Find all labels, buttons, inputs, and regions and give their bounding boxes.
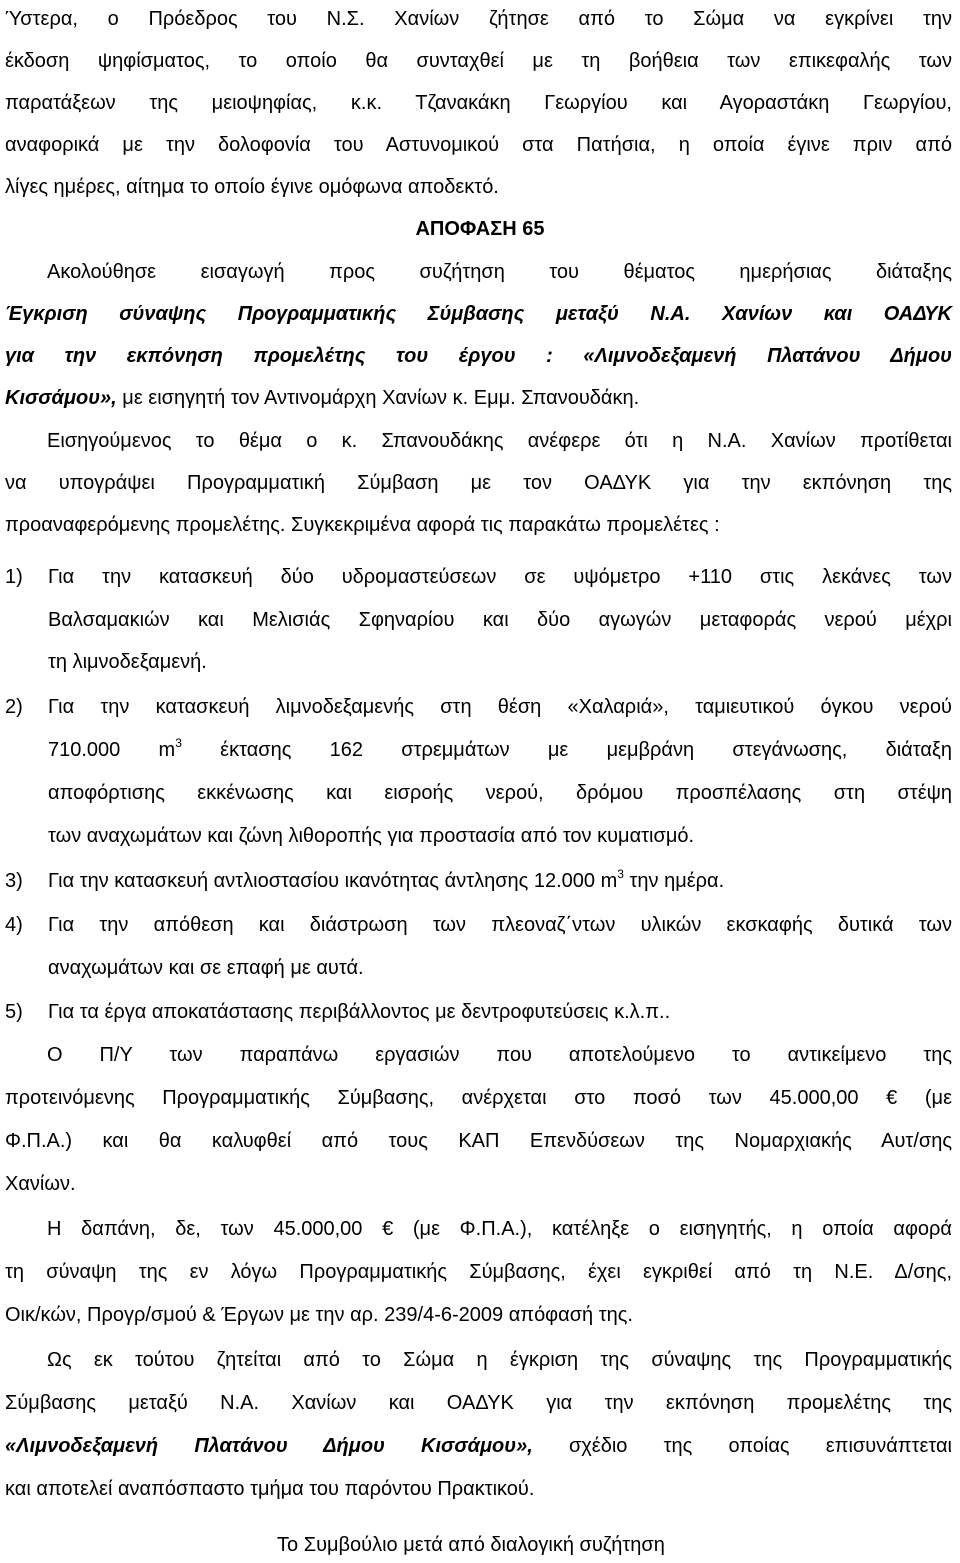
- list-number: 1): [5, 566, 23, 588]
- paragraph-text: Ως εκ τούτου ζητείται από το Σώμα η έγκριση της σύναψης της Προγραμματικής: [47, 1349, 952, 1371]
- list-item-text: Για τα έργα αποκατάστασης περιβάλλοντος με δεντροφυτεύσεις κ.λ.π..: [48, 1001, 671, 1023]
- list-item-text: [48, 735, 952, 765]
- subject-title: για την εκπόνηση προμελέτης του έργου : «Λιμνοδεξαμενή Πλατάνου Δήμου: [5, 345, 952, 367]
- paragraph-text: Η δαπάνη, δε, των 45.000,00 € (με Φ.Π.Α.), κατέληξε ο εισηγητής, η οποία αφορά: [47, 1218, 952, 1240]
- list-item-text: Για την κατασκευή αντλιοστασίου ικανότητας άντλησης 12.000 m: [48, 870, 618, 892]
- list-item-text: [48, 866, 952, 896]
- list-number: 3): [5, 870, 23, 892]
- list-item-text: αποφόρτισης εκκένωσης και εισροής νερού, δρόμου προσπέλασης στη στέψη: [48, 782, 952, 804]
- paragraph-text: και αποτελεί αναπόσπαστο τμήμα του παρόντου Πρακτικού.: [5, 1478, 535, 1500]
- closing-line: Το Συμβούλιο μετά από διαλογική συζήτηση: [277, 1534, 665, 1556]
- volume-value: 710.000 m: [48, 739, 176, 761]
- subject-title-end: Κισσάμου»,: [5, 387, 117, 409]
- list-item-text: Για την κατασκευή δύο υδρομαστεύσεων σε υψόμετρο +110 στις λεκάνες των: [48, 566, 952, 588]
- paragraph-text: Ύστερα, ο Πρόεδρος του Ν.Σ. Χανίων ζήτησε από το Σώμα να εγκρίνει την: [5, 8, 952, 30]
- paragraph-text: με εισηγητή τον Αντινομάρχη Χανίων κ. Εμμ. Σπανουδάκη.: [116, 387, 640, 409]
- paragraph-text: προαναφερόμενης προμελέτης. Συγκεκριμένα αφορά τις παρακάτω προμελέτες :: [5, 514, 720, 536]
- list-item-text: αναχωμάτων και σε επαφή με αυτά.: [48, 957, 364, 979]
- subject-title: Έγκριση σύναψης Προγραμματικής Σύμβασης μεταξύ Ν.Α. Χανίων και ΟΑΔΥΚ: [5, 303, 952, 325]
- list-item-text: τη λιμνοδεξαμενή.: [48, 651, 207, 673]
- paragraph-text: παρατάξεων της μειοψηφίας, κ.κ. Τζανακάκη Γεωργίου και Αγοραστάκη Γεωργίου,: [5, 92, 952, 114]
- paragraph-text: Χανίων.: [5, 1173, 76, 1195]
- superscript: 3: [175, 736, 182, 750]
- paragraph-text: Ο Π/Υ των παραπάνω εργασιών που αποτελούμενο το αντικείμενο της: [47, 1044, 952, 1066]
- superscript: 3: [617, 867, 624, 881]
- list-item-text: των αναχωμάτων και ζώνη λιθοροπής για προστασία από τον κυματισμό.: [48, 825, 695, 847]
- paragraph-text: τη σύναψη της εν λόγω Προγραμματικής Σύμβασης, έχει εγκριθεί από τη Ν.Ε. Δ/σης,: [5, 1261, 952, 1283]
- paragraph-text: [5, 1431, 952, 1461]
- paragraph-text: Οικ/κών, Προγρ/σμού & Έργων με την αρ. 239/4-6-2009 απόφασή της.: [5, 1304, 633, 1326]
- paragraph-text: Φ.Π.Α.) και θα καλυφθεί από τους ΚΑΠ Επενδύσεων της Νομαρχιακής Αυτ/σης: [5, 1130, 952, 1152]
- paragraph-text: λίγες ημέρες, αίτημα το οποίο έγινε ομόφωνα αποδεκτό.: [5, 176, 499, 198]
- paragraph-text: Σύμβασης μεταξύ Ν.Α. Χανίων και ΟΑΔΥΚ για την εκπόνηση προμελέτης της: [5, 1392, 952, 1414]
- list-item-text: Για την απόθεση και διάστρωση των πλεοναζ΄ντων υλικών εκσκαφής δυτικά των: [48, 914, 952, 936]
- decision-title: ΑΠΟΦΑΣΗ 65: [415, 218, 545, 240]
- paragraph-text: έκδοση ψηφίσματος, το οποίο θα συνταχθεί με τη βοήθεια των επικεφαλής των: [5, 50, 952, 72]
- paragraph-text: Εισηγούμενος το θέμα ο κ. Σπανουδάκης ανέφερε ότι η Ν.Α. Χανίων προτίθεται: [47, 430, 952, 452]
- paragraph-text: προτεινόμενης Προγραμματικής Σύμβασης, ανέρχεται στο ποσό των 45.000,00 € (με: [5, 1087, 952, 1109]
- list-number: 2): [5, 696, 23, 718]
- paragraph-text: Ακολούθησε εισαγωγή προς συζήτηση του θέματος ημερήσιας διάταξης: [47, 261, 952, 283]
- paragraph-text: αναφορικά με την δολοφονία του Αστυνομικού στα Πατήσια, η οποία έγινε πριν από: [5, 134, 952, 156]
- project-title: «Λιμνοδεξαμενή Πλατάνου Δήμου Κισσάμου»,: [5, 1435, 533, 1457]
- list-number: 4): [5, 914, 23, 936]
- paragraph-text: να υπογράψει Προγραμματική Σύμβαση με τον ΟΑΔΥΚ για την εκπόνηση της: [5, 472, 952, 494]
- list-item-text: Για την κατασκευή λιμνοδεξαμενής στη θέση «Χαλαριά», ταμιευτικού όγκου νερού: [48, 696, 952, 718]
- paragraph-text: σχέδιο της οποίας επισυνάπτεται: [532, 1435, 952, 1457]
- paragraph-text: [5, 383, 952, 413]
- list-number: 5): [5, 1001, 23, 1023]
- list-item-text: Βαλσαμακιών και Μελισιάς Σφηναρίου και δύο αγωγών μεταφοράς νερού μέχρι: [48, 609, 952, 631]
- list-item-text: έκτασης 162 στρεμμάτων με μεμβράνη στεγάνωσης, διάταξη: [181, 739, 952, 761]
- list-item-text: την ημέρα.: [623, 870, 725, 892]
